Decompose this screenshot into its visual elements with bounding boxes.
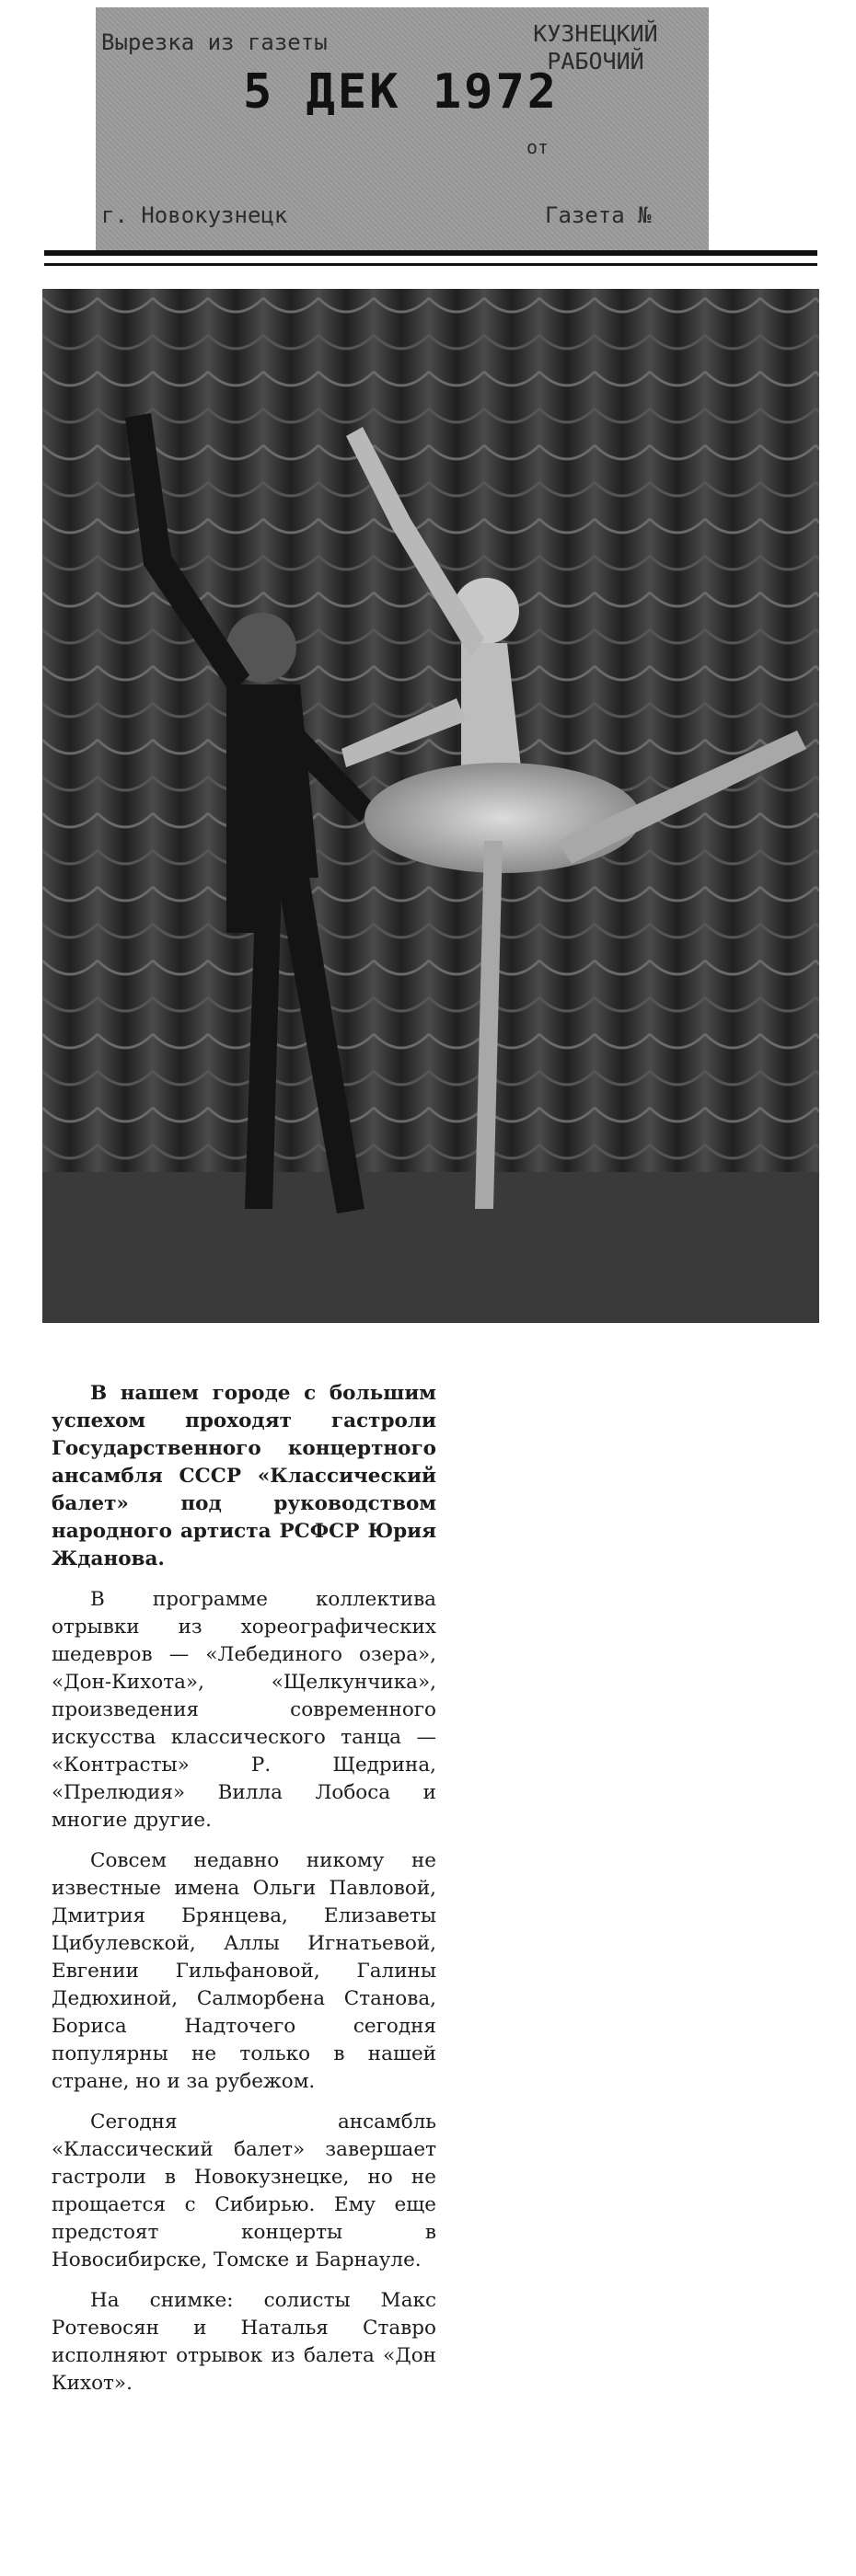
clipping-from-label: Вырезка из газеты (101, 29, 328, 55)
from-suffix: от (526, 136, 549, 158)
ballet-photo-icon (42, 289, 819, 1323)
date-stamp: 5 ДЕК 1972 (243, 64, 560, 120)
article-paragraph: Сегодня ансамбль «Классический балет» завершает гастроли в Новокузнецке, но не прощается с Сибирью. Ему еще предстоят концерты в Новосибирске, Томске и Барнауле. (52, 2110, 436, 2271)
top-rule-thin (44, 263, 817, 266)
city-label: г. Новокузнецк (101, 202, 288, 228)
article-paragraph: В программе коллектива отрывки из хореографических шедевров — «Лебединого озера», «Дон-Кихота», «Щелкунчика», произведения современного искусства классического танца — «Контрасты» Р. Щедрина, «Прелюдия» Вилла Лобоса и многие другие. (52, 1588, 436, 1832)
clipping-label (96, 7, 709, 254)
issue-label: Газета № (545, 202, 652, 228)
ballet-photo (42, 289, 819, 1323)
top-rule-thick (44, 250, 817, 256)
photo-caption: На снимке: солисты Макс Ротевосян и Наталья Ставро исполняют отрывок из балета «Дон Кихот». (52, 2289, 436, 2395)
article-paragraph: В нашем городе с большим успехом проходят гастроли Государственного концертного ансамбля СССР «Классический балет» под руководством народного артиста РСФСР Юрия Жданова. (52, 1382, 436, 1570)
article-paragraph: Совсем недавно никому не известные имена Ольги Павловой, Дмитрия Брянцева, Елизаветы Цибулевской, Аллы Игнатьевой, Евгении Гильфановой, Галины Дедюхиной, Салморбена Станова, Бориса Надточего сегодня популярны не только в нашей стране, но и за рубежом. (52, 1849, 436, 2093)
newspaper-name: КУЗНЕЦКИЙ РАБОЧИЙ (533, 20, 658, 75)
article-body (52, 1380, 436, 2410)
